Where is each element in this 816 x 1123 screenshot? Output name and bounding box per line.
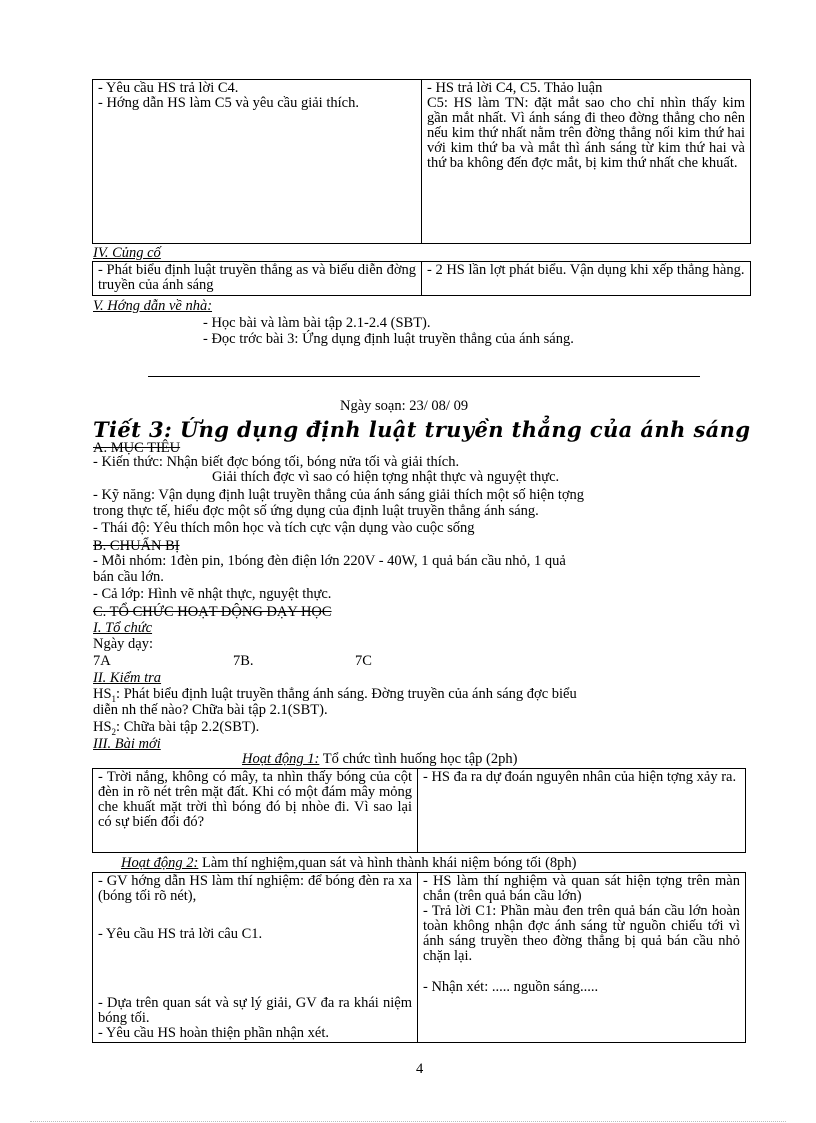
homework-item: - Học bài và làm bài tập 2.1-2.4 (SBT). (203, 315, 431, 331)
student-step: C5: HS làm TN: đặt mắt sao cho chỉ nhìn thấy kim gần mắt nhất. Vì ánh sáng đi theo đờng thẳng cho nên nếu kim thứ nhất nằm trên đờng thẳng nối kim thứ hai với kim thứ ba và mắt thì ánh sáng từ kim thứ hai và thứ ba không đến đợc mắt, bị kim thứ nhất che khuất. (427, 95, 745, 171)
objective-line: Giải thích đợc vì sao có hiện tợng nhật thực và nguyệt thực. (212, 469, 560, 485)
prep-line: - Mỗi nhóm: 1đèn pin, 1bóng đèn điện lớn 220V - 40W, 1 quả bán cầu nhỏ, 1 quả (93, 553, 566, 569)
activity-1-label: Hoạt động 1: (242, 751, 320, 767)
activity-2-label: Hoạt động 2: (121, 855, 199, 871)
gv-step: - Yêu cầu HS trả lời câu C1. (98, 926, 263, 942)
objective-line: - Kiến thức: Nhận biết đợc bóng tối, bóng nửa tối và giải thích. (93, 454, 460, 470)
heading-iv: IV. Củng cố (93, 245, 161, 261)
gv-step: - Dựa trên quan sát và sự lý giải, GV đa ra khái niệm bóng tối. (98, 995, 412, 1026)
activity-1-right: - HS đa ra dự đoán nguyên nhân của hiện tợng xảy ra. (418, 769, 746, 853)
hs1-subscript: 1 (111, 693, 117, 704)
gv-step: - GV hớng dẫn HS làm thí nghiệm: để bóng đèn ra xa (bóng tối rõ nét), (98, 873, 412, 904)
consolidation-left: - Phát biểu định luật truyền thẳng as và biểu diễn đờng truyền của ánh sáng (93, 262, 422, 296)
hs-step: - HS làm thí nghiệm và quan sát hiện tợng trên màn chắn (trên quả bán cầu lớn) (423, 873, 740, 904)
lesson-title: Tiết 3: Ứng dụng định luật truyền thẳng của ánh sáng (93, 417, 751, 442)
date-prepared: Ngày soạn: 23/ 08/ 09 (340, 398, 469, 414)
class-7b: 7B. (233, 653, 254, 669)
activity-2-right (418, 873, 746, 1043)
page-number: 4 (416, 1061, 424, 1077)
teaching-date-label: Ngày dạy: (93, 636, 153, 652)
hs2-label: HS (93, 719, 112, 735)
activity-2-heading (121, 856, 576, 871)
hs-step: - Nhận xét: ..... nguồn sáng..... (423, 979, 599, 995)
heading-a: A. MỤC TIÊU (93, 440, 181, 456)
page-bottom-border (30, 1121, 786, 1122)
activity-1-table (92, 768, 746, 853)
hs2-subscript: 2 (111, 726, 117, 737)
consolidation-right: - 2 HS lần lợt phát biểu. Vận dụng khi xếp thẳng hàng. (422, 262, 751, 296)
student-step: - HS trả lời C4, C5. Thảo luận (427, 80, 603, 96)
teacher-step: - Hớng dẫn HS làm C5 và yêu cầu giải thích. (98, 95, 359, 111)
gv-step: - Yêu cầu HS hoàn thiện phần nhận xét. (98, 1025, 329, 1041)
hs2-text: : Chữa bài tập 2.2(SBT). (116, 719, 260, 735)
activity-2-table (92, 872, 746, 1043)
heading-i: I. Tổ chức (93, 620, 153, 636)
heading-v: V. Hớng dẫn về nhà: (93, 298, 213, 314)
hs1-text: : Phát biểu định luật truyền thẳng ánh sáng. Đờng truyền của ánh sáng đợc biểu (116, 686, 577, 702)
section-divider (148, 376, 700, 377)
activity-1-left: - Trời nắng, không có mây, ta nhìn thấy bóng của cột đèn in rõ nét trên mặt đất. Khi có một đám mây mỏng che khuất mặt trời thì bóng đó bị nhòe đi. Vì sao lại có sự biến đổi đó? (93, 769, 418, 853)
check-question-2 (93, 720, 259, 735)
class-7c: 7C (355, 653, 372, 669)
top-table-right-cell (422, 80, 751, 244)
objective-line: - Kỹ năng: Vận dụng định luật truyền thẳng của ánh sáng giải thích một số hiện tợng (93, 487, 585, 503)
check-question-1-cont: diễn nh thế nào? Chữa bài tập 2.1(SBT). (93, 702, 328, 718)
activity-1-title: Tổ chức tình huống học tập (2ph) (319, 751, 518, 767)
heading-iii: III. Bài mới (93, 736, 161, 752)
homework-item: - Đọc trớc bài 3: Ứng dụng định luật truyền thẳng của ánh sáng. (203, 331, 574, 347)
activity-1-heading (242, 752, 517, 767)
prep-line: bán cầu lớn. (93, 569, 164, 585)
heading-b: B. CHUẨN BỊ (93, 538, 180, 554)
heading-c: C. TỔ CHỨC HOẠT ĐỘNG DẠY HỌC (93, 604, 332, 620)
hs-step: - Trả lời C1: Phần màu đen trên quả bán cầu lớn hoàn toàn không nhận đợc ánh sáng từ nguồn chiếu tới vì ánh sáng truyền theo đờng thẳng bị quả bán cầu nhỏ chặn lại. (423, 903, 740, 964)
check-question-1 (93, 687, 577, 702)
consolidation-table (92, 261, 751, 296)
activity-2-left (93, 873, 418, 1043)
class-7a: 7A (93, 653, 111, 669)
top-table (92, 79, 751, 244)
objective-line: - Thái độ: Yêu thích môn học và tích cực vận dụng vào cuộc sống (93, 520, 475, 536)
heading-ii: II. Kiểm tra (93, 670, 162, 686)
prep-line: - Cả lớp: Hình vẽ nhật thực, nguyệt thực. (93, 586, 332, 602)
teacher-step: - Yêu cầu HS trả lời C4. (98, 80, 239, 96)
activity-2-title: Làm thí nghiệm,quan sát và hình thành khái niệm bóng tối (8ph) (198, 855, 577, 871)
hs1-label: HS (93, 686, 112, 702)
top-table-left-cell (93, 80, 422, 244)
objective-line: trong thực tế, hiểu đợc một số ứng dụng của định luật truyền thẳng ánh sáng. (93, 503, 539, 519)
